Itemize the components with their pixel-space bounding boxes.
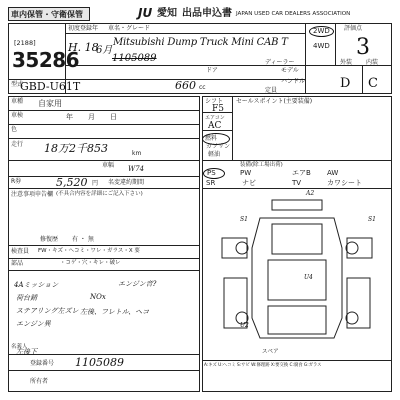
handwritten-note-2: 荷台錆 [16, 294, 37, 302]
seat-label: 定員 [265, 87, 278, 94]
km-unit: km [132, 150, 142, 157]
divider [202, 360, 392, 361]
year-label: 初度登録年 [68, 25, 99, 32]
drive-4wd: 4WD [313, 42, 330, 50]
divider [8, 110, 200, 111]
equip-airbag: エアB [292, 169, 311, 177]
door-label: ドア [206, 67, 218, 74]
repair-opts: 有 ・ 無 [72, 236, 94, 243]
ac-value: AC [208, 121, 222, 131]
fuel-alt: 軽油 [208, 151, 221, 158]
tax-label: R券 [11, 178, 22, 185]
width-label: 車幅 [102, 162, 115, 169]
width-value: W74 [128, 165, 145, 173]
drive-2wd: 2WD [313, 27, 330, 35]
damage-legend: A:キズ U:ヘコミ S:サビ W:修理跡 X:要交換 C:腐食 G:ガラス [204, 363, 322, 368]
year-value: H. 18 [68, 41, 99, 54]
handwritten-note-3: ステアリング左ズレ [16, 307, 79, 315]
score-value: 3 [356, 35, 370, 60]
divider [335, 23, 336, 65]
divider [8, 188, 200, 189]
divider [8, 270, 200, 271]
equip-aw: AW [327, 169, 339, 177]
displacement: 660 [175, 79, 196, 92]
divider [232, 96, 233, 160]
english-title: JAPAN USED CAR DEALERS ASSOCIATION [236, 11, 351, 17]
fuel-label: 燃料 [205, 135, 218, 142]
form-title: 出品申込書 [182, 8, 232, 19]
divider [8, 138, 200, 139]
handwritten-note-1: 4Aミッション [14, 281, 59, 289]
divider [8, 160, 200, 161]
note-sub: (不具合内容を詳細にご記入下さい) [56, 191, 143, 197]
lot-number: 35286 [12, 48, 80, 72]
inspection-day: 日 [110, 113, 117, 121]
ju-logo: JU [138, 6, 153, 20]
inspection-month: 月 [88, 113, 95, 121]
parts-label: 部品 [11, 260, 24, 267]
diag-a2: A2 [306, 190, 315, 197]
lot-small: [2188] [14, 39, 36, 47]
shift-label: シフト [205, 98, 224, 105]
divider [65, 33, 305, 34]
ext-grade: D [340, 76, 351, 91]
mileage-label: 走行 [11, 141, 24, 148]
spare-label: スペア [262, 349, 279, 355]
car-name-value: Mitsubishi Dump Truck Mini CAB T [113, 37, 288, 48]
bottom-label: 名義人 [11, 344, 28, 350]
score-label: 評価点 [344, 25, 363, 32]
shift-value: F5 [212, 104, 224, 114]
equip-header: 装備(除工場出荷) [240, 162, 283, 168]
dealer-label: ディーラー [265, 59, 295, 66]
q-note: エンジン音? [118, 280, 157, 288]
divider [305, 23, 306, 94]
divider [8, 176, 200, 177]
yen-unit: 円 [92, 180, 99, 187]
reg-struck: 1105089 [112, 53, 157, 64]
inspection-year: 年 [66, 113, 73, 121]
type-label: 型式 [11, 81, 24, 88]
handwritten-note-5: 左後下 [16, 348, 37, 356]
diag-u2: U2 [240, 322, 249, 329]
divider [362, 65, 363, 94]
divider [8, 370, 200, 371]
diag-u4: U4 [304, 274, 313, 281]
reg-value: 1105089 [75, 356, 124, 369]
car-name-label: 車名・グレード [108, 25, 151, 32]
handle-label: ハンドル [281, 78, 306, 85]
month-value: 6月 [96, 45, 113, 56]
tax-value: 5,520 [56, 176, 88, 189]
inspection-label: 車検 [11, 112, 24, 119]
divider [202, 160, 392, 161]
sales-point-label: セールスポイント(主要装備) [236, 98, 313, 105]
inspect-label: 検査員 [11, 248, 30, 255]
exterior-label: 外装 [340, 59, 353, 66]
mileage-value: 18万2千853 [44, 142, 108, 155]
header-left-title: 車内保管・守衛保管 [11, 10, 83, 19]
tail-note: 左後、フレトル、ヘコ [80, 308, 150, 316]
nox-note: NOx [90, 293, 106, 301]
fuel-value: ガソリン [206, 143, 231, 150]
divider [8, 124, 200, 125]
equip-sr: SR [206, 179, 216, 187]
model-code: GBD-U61T [20, 80, 81, 93]
use-value: 自家用 [38, 99, 62, 108]
brand-name: 愛知 [157, 8, 177, 19]
cc-unit: cc [199, 84, 206, 91]
divider [8, 245, 200, 246]
car-damage-diagram [202, 188, 392, 358]
equip-tv: TV [292, 179, 302, 187]
use-label: 車種 [11, 98, 24, 105]
diag-s1-left: S1 [240, 216, 248, 223]
repair-label: 修復歴 [40, 236, 59, 243]
name-change-label: 名変違約期間 [108, 179, 145, 186]
equip-leather: カワシート [327, 179, 362, 187]
equip-pw: PW [240, 169, 252, 177]
equip-navi: ナビ [242, 179, 256, 187]
equip-ps: PS [207, 169, 216, 177]
ac-label: エアコン [205, 115, 225, 121]
divider [8, 258, 200, 259]
handwritten-note-4: エンジン異 [16, 320, 51, 328]
owner-label: 所有者 [30, 378, 49, 385]
note-label: 注意事項申告欄 [11, 191, 54, 198]
model-label: モデル [281, 67, 299, 74]
int-grade: C [368, 76, 378, 91]
interior-label: 内装 [366, 59, 379, 66]
parts-opts: ・コゲ・穴・キレ・破レ [60, 260, 121, 266]
color-label: 色 [11, 126, 18, 133]
reg-label: 登録番号 [30, 360, 55, 367]
inspect-opts: FW・キズ・ヘコミ・ワレ・ガラス・X 要 [38, 248, 140, 254]
diag-s1-right: S1 [368, 216, 376, 223]
